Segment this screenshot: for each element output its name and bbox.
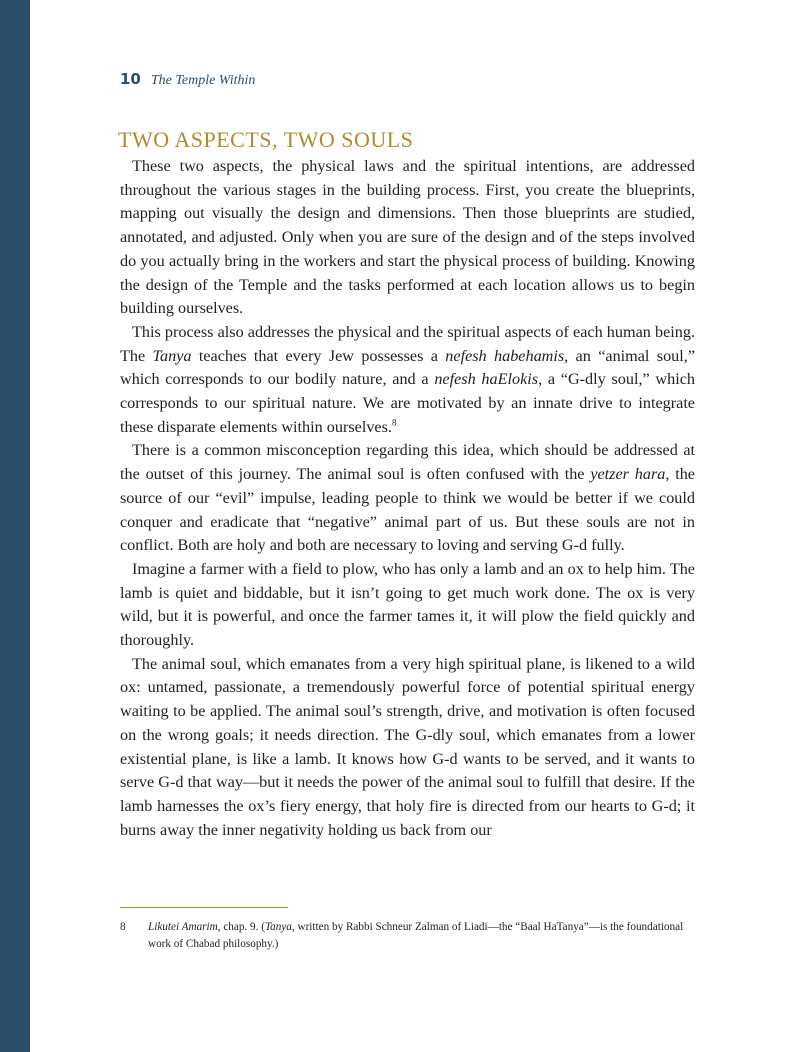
- text-run: , chap. 9. (: [217, 921, 265, 933]
- footnote-number: 8: [120, 921, 126, 933]
- paragraph: The animal soul, which emanates from a very high spiritual plane, is likened to a wild ox: untamed, passionate, a tremendously powerful force of potential spiritual energy waiting to be applied. The animal soul’s strength, drive, and motivation is often focused on the wrong goals; it needs direction. The G-dly soul, which emanates from a lower existential plane, is like a lamb. It knows how G-d wants to be served, and it wants to serve G-d that way—but it needs the power of the animal soul to fulfill that desire. If the lamb harnesses the ox’s fiery energy, that holy fire is directed from our hearts to G-d; it burns away the inner negativity holding us back from our: [120, 654, 695, 839]
- italic-term: nefesh haElokis: [434, 370, 539, 389]
- italic-term: Tanya: [264, 921, 292, 933]
- running-head: [120, 70, 255, 90]
- paragraph: These two aspects, the physical laws and the spiritual intentions, are addressed throughout the various stages in the building process. First, you create the blueprints, mapping out visually the design and dimensions. Then those blueprints are studied, annotated, and adjusted. Only when you are sure of the design and of the steps involved do you actually bring in the workers and start the physical process of building. Knowing the design of the Temple and the tasks performed at each location allows us to begin building ourselves.: [120, 157, 695, 318]
- footnote-reference[interactable]: 8: [391, 417, 397, 428]
- italic-term: nefesh habehamis: [445, 346, 565, 365]
- section-heading: TWO ASPECTS, TWO SOULS: [118, 127, 414, 152]
- footnote-text: [148, 919, 695, 953]
- paragraph: Imagine a farmer with a field to plow, who has only a lamb and an ox to help him. The lamb is quiet and biddable, but it isn’t going to get much work done. The ox is very wild, but it is powerful, and once the farmer tames it, it will plow the field quickly and thoroughly.: [120, 559, 695, 650]
- text-run: , a “G-dly soul,” which corresponds to our spiritual nature. We are motivated by an innate drive to integrate these disparate elements within ourselves.: [120, 370, 695, 436]
- body-text: [120, 155, 695, 842]
- paragraph: [120, 321, 695, 440]
- text-run: There is a common misconception regarding this idea, which should be addressed at the outset of this journey. The animal soul is often confused with the: [120, 441, 695, 484]
- text-run: This process also addresses the physical and the spiritual aspects of each human being. The: [120, 322, 695, 365]
- paragraph: [120, 439, 695, 558]
- page-number: 10: [120, 70, 141, 88]
- italic-term: yetzer hara: [590, 465, 666, 484]
- italic-term: Likutei Amarim: [148, 921, 218, 933]
- text-run: teaches that every Jew possesses a: [191, 346, 446, 365]
- footnote-divider: [120, 907, 288, 908]
- text-run: , the source of our “evil” impulse, leading people to think we would be better if we could conquer and eradicate that “negative” animal part of us. But these souls are not in conflict. Both are holy and both are necessary to loving and serving G-d fully.: [120, 465, 695, 555]
- footnote: [120, 919, 695, 953]
- italic-term: Tanya: [152, 346, 192, 365]
- running-head-title: The Temple Within: [150, 73, 256, 88]
- text-run: , written by Rabbi Schneur Zalman of Liadi—the “Baal HaTanya”—is the foundational work of Chabad philosophy.): [148, 921, 684, 950]
- side-color-bar: [0, 0, 30, 1052]
- text-run: , an “animal soul,” which corresponds to our bodily nature, and a: [120, 346, 696, 389]
